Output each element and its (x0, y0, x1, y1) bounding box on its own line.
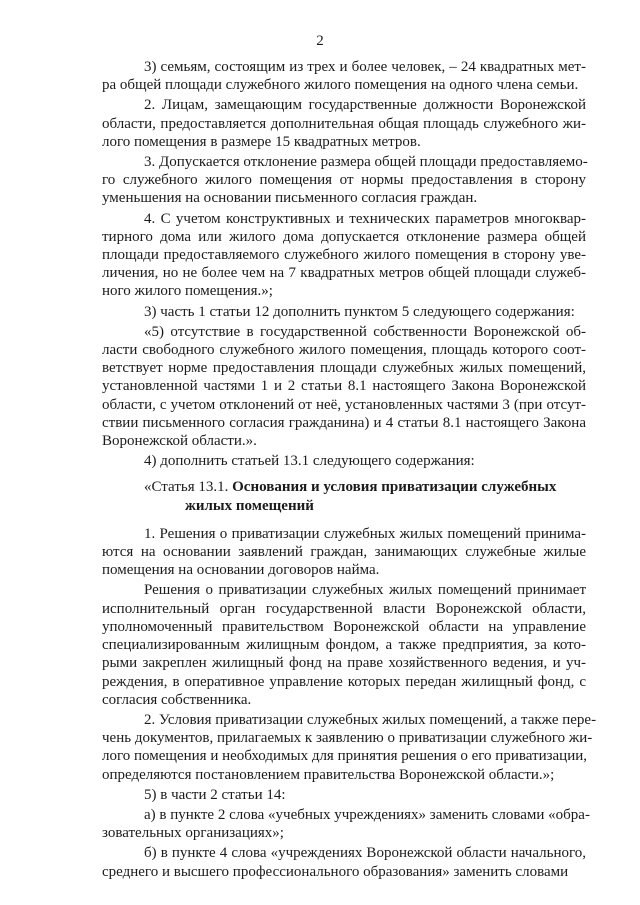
text-line: «5) отсутствие в государственной собственности Воронежской об- (144, 323, 586, 340)
article-title-line-2: жилых помещений (185, 497, 314, 514)
text-line: тирного дома или жилого дома допускается отклонение размера общей (102, 228, 586, 245)
text-line: определяются постановлением правительства Воронежской области.»; (102, 766, 555, 783)
text-line: лого помещения и необходимых для принятия решения о его приватизации, (102, 748, 588, 765)
article-prefix: «Статья 13.1. (144, 479, 233, 496)
text-line: го служебного жилого помещения от нормы предоставления в сторону (102, 172, 586, 189)
paragraph (102, 323, 586, 450)
text-line: 1. Решения о приватизации служебных жилых помещений принима- (144, 525, 586, 542)
text-line: Решения о приватизации служебных жилых помещений принимает (144, 582, 586, 599)
paragraph (102, 525, 586, 580)
paragraph (102, 806, 590, 842)
paragraph (102, 303, 586, 321)
text-line: реждения, в оперативное управление которых передан жилищный фонд, с (102, 673, 586, 690)
text-line: 5) в части 2 статьи 14: (144, 786, 286, 803)
text-line: ного жилого помещения.»; (102, 283, 273, 300)
text-line: уполномоченный правительством Воронежской области на управление (102, 618, 586, 635)
document-body (102, 58, 597, 883)
paragraph (102, 711, 597, 784)
page-number: 2 (316, 33, 324, 49)
text-line: 3) часть 1 статьи 12 дополнить пунктом 5 следующего содержания: (144, 303, 575, 320)
text-line: ра общей площади служебного жилого помещения на одного члена семьи. (102, 77, 579, 94)
paragraph (102, 58, 586, 94)
paragraph (102, 96, 586, 151)
text-line: Воронежской области.». (102, 433, 257, 450)
paragraph (102, 786, 586, 804)
article-heading (102, 478, 586, 514)
text-line: уменьшения на основании письменного согласия граждан. (102, 190, 478, 207)
text-line: исполнительный орган государственной власти Воронежской области, (102, 600, 586, 617)
text-line: среднего и высшего профессионального образования» заменить словами (102, 863, 569, 880)
paragraphs-after-article (102, 525, 597, 881)
text-line: ются на основании заявлений граждан, занимающих служебные жилые (102, 544, 586, 561)
article-heading-line-1 (102, 478, 586, 496)
text-line: 2. Условия приватизации служебных жилых помещений, а также пере- (144, 711, 597, 728)
paragraph (102, 581, 586, 708)
text-line: ласти свободного служебного жилого помещения, площадь которого соот- (102, 342, 586, 359)
paragraphs-before-article (102, 58, 586, 470)
paragraph (102, 153, 586, 208)
text-line: площади предоставляемого служебного жилого помещения в сторону уве- (102, 247, 586, 264)
paragraph (102, 210, 586, 301)
text-line: 3) семьям, состоящим из трех и более человек, – 24 квадратных мет- (144, 59, 586, 75)
text-line: чень документов, прилагаемых к заявлению о приватизации служебного жи- (102, 730, 593, 747)
text-line: лого помещения в размере 15 квадратных метров. (102, 133, 421, 150)
text-line: помещения на основании договоров найма. (102, 562, 380, 579)
article-heading-line-2 (102, 497, 586, 515)
text-line: личения, но не более чем на 7 квадратных метров общей площади служеб- (102, 265, 586, 282)
text-line: согласия собственника. (102, 691, 252, 708)
article-title-line-1: Основания и условия приватизации служебных (232, 479, 557, 496)
text-line: б) в пункте 4 слова «учреждениях Воронежской области начального, (144, 845, 586, 862)
text-line: рыми закреплен жилищный фонд на праве хозяйственного ведения, и уч- (102, 655, 586, 672)
text-line: а) в пункте 2 слова «учебных учреждениях» заменить словами «обра- (144, 806, 590, 823)
paragraph (102, 844, 586, 880)
text-line: 3. Допускается отклонение размера общей площади предоставляемо- (144, 154, 588, 171)
text-line: области, с учетом отклонений от неё, установленных частями 3 (при отсут- (102, 396, 586, 413)
text-line: установленной частями 1 и 2 статьи 8.1 настоящего Закона Воронежской (102, 378, 586, 395)
text-line: ветствует норме предоставления площади служебных жилых помещений, (102, 360, 586, 377)
text-line: зовательных организациях»; (102, 825, 284, 842)
text-line: ствии письменного согласия гражданина) и 4 статьи 8.1 настоящего Закона (102, 414, 586, 431)
text-line: области, предоставляется дополнительная общая площадь служебного жи- (102, 115, 586, 132)
text-line: 4. С учетом конструктивных и технических параметров многоквар- (144, 210, 586, 227)
text-line: 4) дополнить статьей 13.1 следующего содержания: (144, 453, 475, 470)
paragraph (102, 452, 586, 470)
text-line: 2. Лицам, замещающим государственные должности Воронежской (144, 97, 586, 114)
text-line: специализированным жилищным фондом, а также предприятия, за кото- (102, 637, 586, 654)
